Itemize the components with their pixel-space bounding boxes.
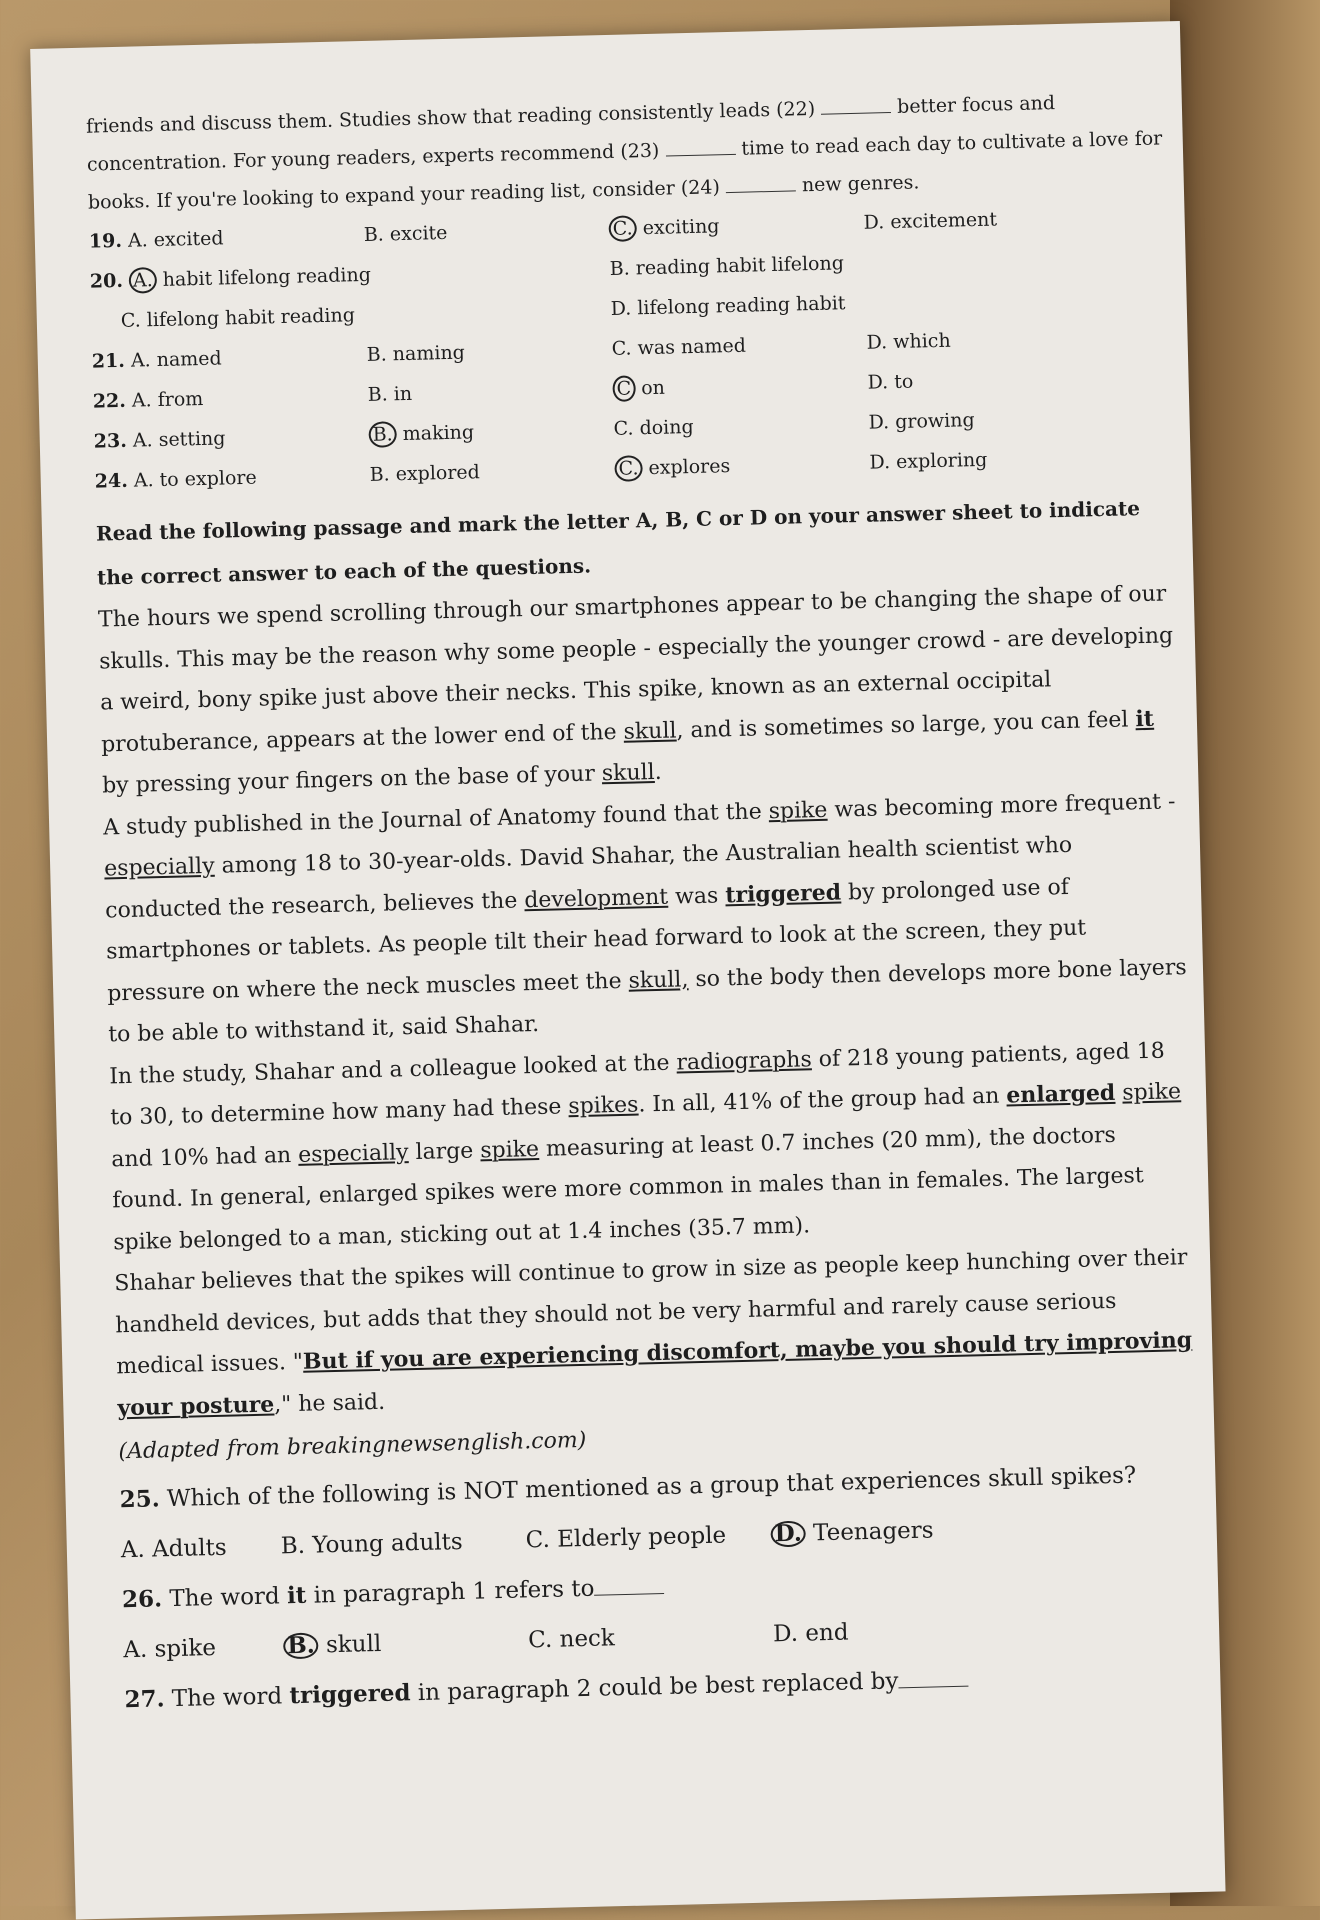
- answer-mark-24: C.: [614, 455, 643, 482]
- highlighted-word-it: it: [1135, 705, 1155, 732]
- question-24: 24. A. to explore B. explored C. explores D. exploring: [94, 448, 988, 493]
- passage-paragraph-4: Shahar believes that the spikes will continue to grow in size as people keep hunching over their handheld devices, but adds that they should not be very harmful and rarely cause serious medical issues. "But if you are experiencing discomfort, maybe you should try improving your posture," he said.: [114, 1245, 1193, 1421]
- intro-line-3: books. If you're looking to expand your reading list, consider (24) new genres.: [87, 171, 920, 214]
- highlighted-sentence: But if you are experiencing discomfort, maybe you should try improving your posture: [117, 1327, 1193, 1421]
- reading-instruction: Read the following passage and mark the letter A, B, C or D on your answer sheet to indicate the correct answer to each of the questions.: [95, 496, 1141, 590]
- passage-paragraph-3: In the study, Shahar and a colleague looked at the radiographs of 218 young patients, aged 18 to 30, to determine how many had these spikes. In all, 41% of the group had an enlarged spike and 10% had an especially large spike measuring at least 0.7 inches (20 mm), the doctors found. In general, enlarged spikes were more common in males than in females. The largest spike belonged to a man, sticking out at 1.4 inches (35.7 mm).: [108, 1038, 1182, 1255]
- question-19: 19. A. excited B. excite C. exciting D. excitement: [88, 208, 998, 253]
- answer-mark-19: C.: [608, 215, 637, 242]
- answer-mark-26: B.: [283, 1632, 319, 1659]
- highlighted-word-triggered: triggered: [724, 878, 842, 908]
- blank-27: [898, 1668, 968, 1689]
- question-25-options: A. Adults B. Young adults C. Elderly people D. Teenagers: [120, 1517, 934, 1564]
- answer-mark-23: B.: [368, 421, 397, 448]
- highlighted-word-enlarged: enlarged: [1006, 1079, 1116, 1109]
- question-25: 25. Which of the following is NOT mentioned as a group that experiences skull spikes?: [119, 1462, 1137, 1514]
- intro-line-2: concentration. For young readers, experts recommend (23) time to read each day to cultivate a love for: [86, 127, 1163, 176]
- question-27: 27. The word triggered in paragraph 2 could be best replaced by: [124, 1649, 1205, 1725]
- question-20: 20. A. habit lifelong reading B. reading habit lifelong: [89, 252, 845, 293]
- blank-24: [726, 172, 796, 193]
- passage-source: (Adapted from breakingnewsenglish.com): [118, 1427, 587, 1465]
- passage-paragraph-2: A study published in the Journal of Anatomy found that the spike was becoming more frequent - especially among 18 to 30-year-olds. David Shahar, the Australian health scientist who conducted the research, believes the development was triggered by prolonged use of smartphones or tablets. As people tilt their head forward to look at the screen, they put pressure on where the neck muscles meet the skull, so the body then develops more bone layers to be able to withstand it, said Shahar.: [102, 788, 1187, 1048]
- blank-22: [821, 94, 891, 115]
- question-20-cd: C. lifelong habit reading D. lifelong reading habit: [120, 292, 846, 332]
- answer-mark-25: D.: [770, 1521, 806, 1548]
- question-26-options: A. spike B. skull C. neck D. end: [123, 1619, 849, 1664]
- question-26: 26. The word it in paragraph 1 refers to: [121, 1549, 1202, 1625]
- blank-23: [665, 136, 735, 157]
- blank-26: [594, 1575, 664, 1596]
- answer-mark-22: C: [612, 375, 635, 402]
- question-21: 21. A. named B. naming C. was named D. which: [91, 329, 951, 373]
- answer-mark-20: A.: [129, 267, 157, 294]
- question-23: 23. A. setting B. making C. doing D. growing: [93, 409, 975, 453]
- exam-sheet: [86, 81, 1205, 1725]
- intro-line-1: friends and discuss them. Studies show that reading consistently leads (22) better focus and: [85, 92, 1056, 138]
- passage-paragraph-1: The hours we spend scrolling through our smartphones appear to be changing the shape of our skulls. This may be the reason why some people - especially the younger crowd - are developing a weird, bony spike just above their necks. This spike, known as an external occipital protuberance, appears at the lower end of the skull, and is sometimes so large, you can feel it by pressing your fingers on the base of your skull.: [97, 581, 1174, 799]
- question-22: 22. A. from B. in C on D. to: [92, 370, 914, 413]
- exam-paper: [30, 21, 1225, 1920]
